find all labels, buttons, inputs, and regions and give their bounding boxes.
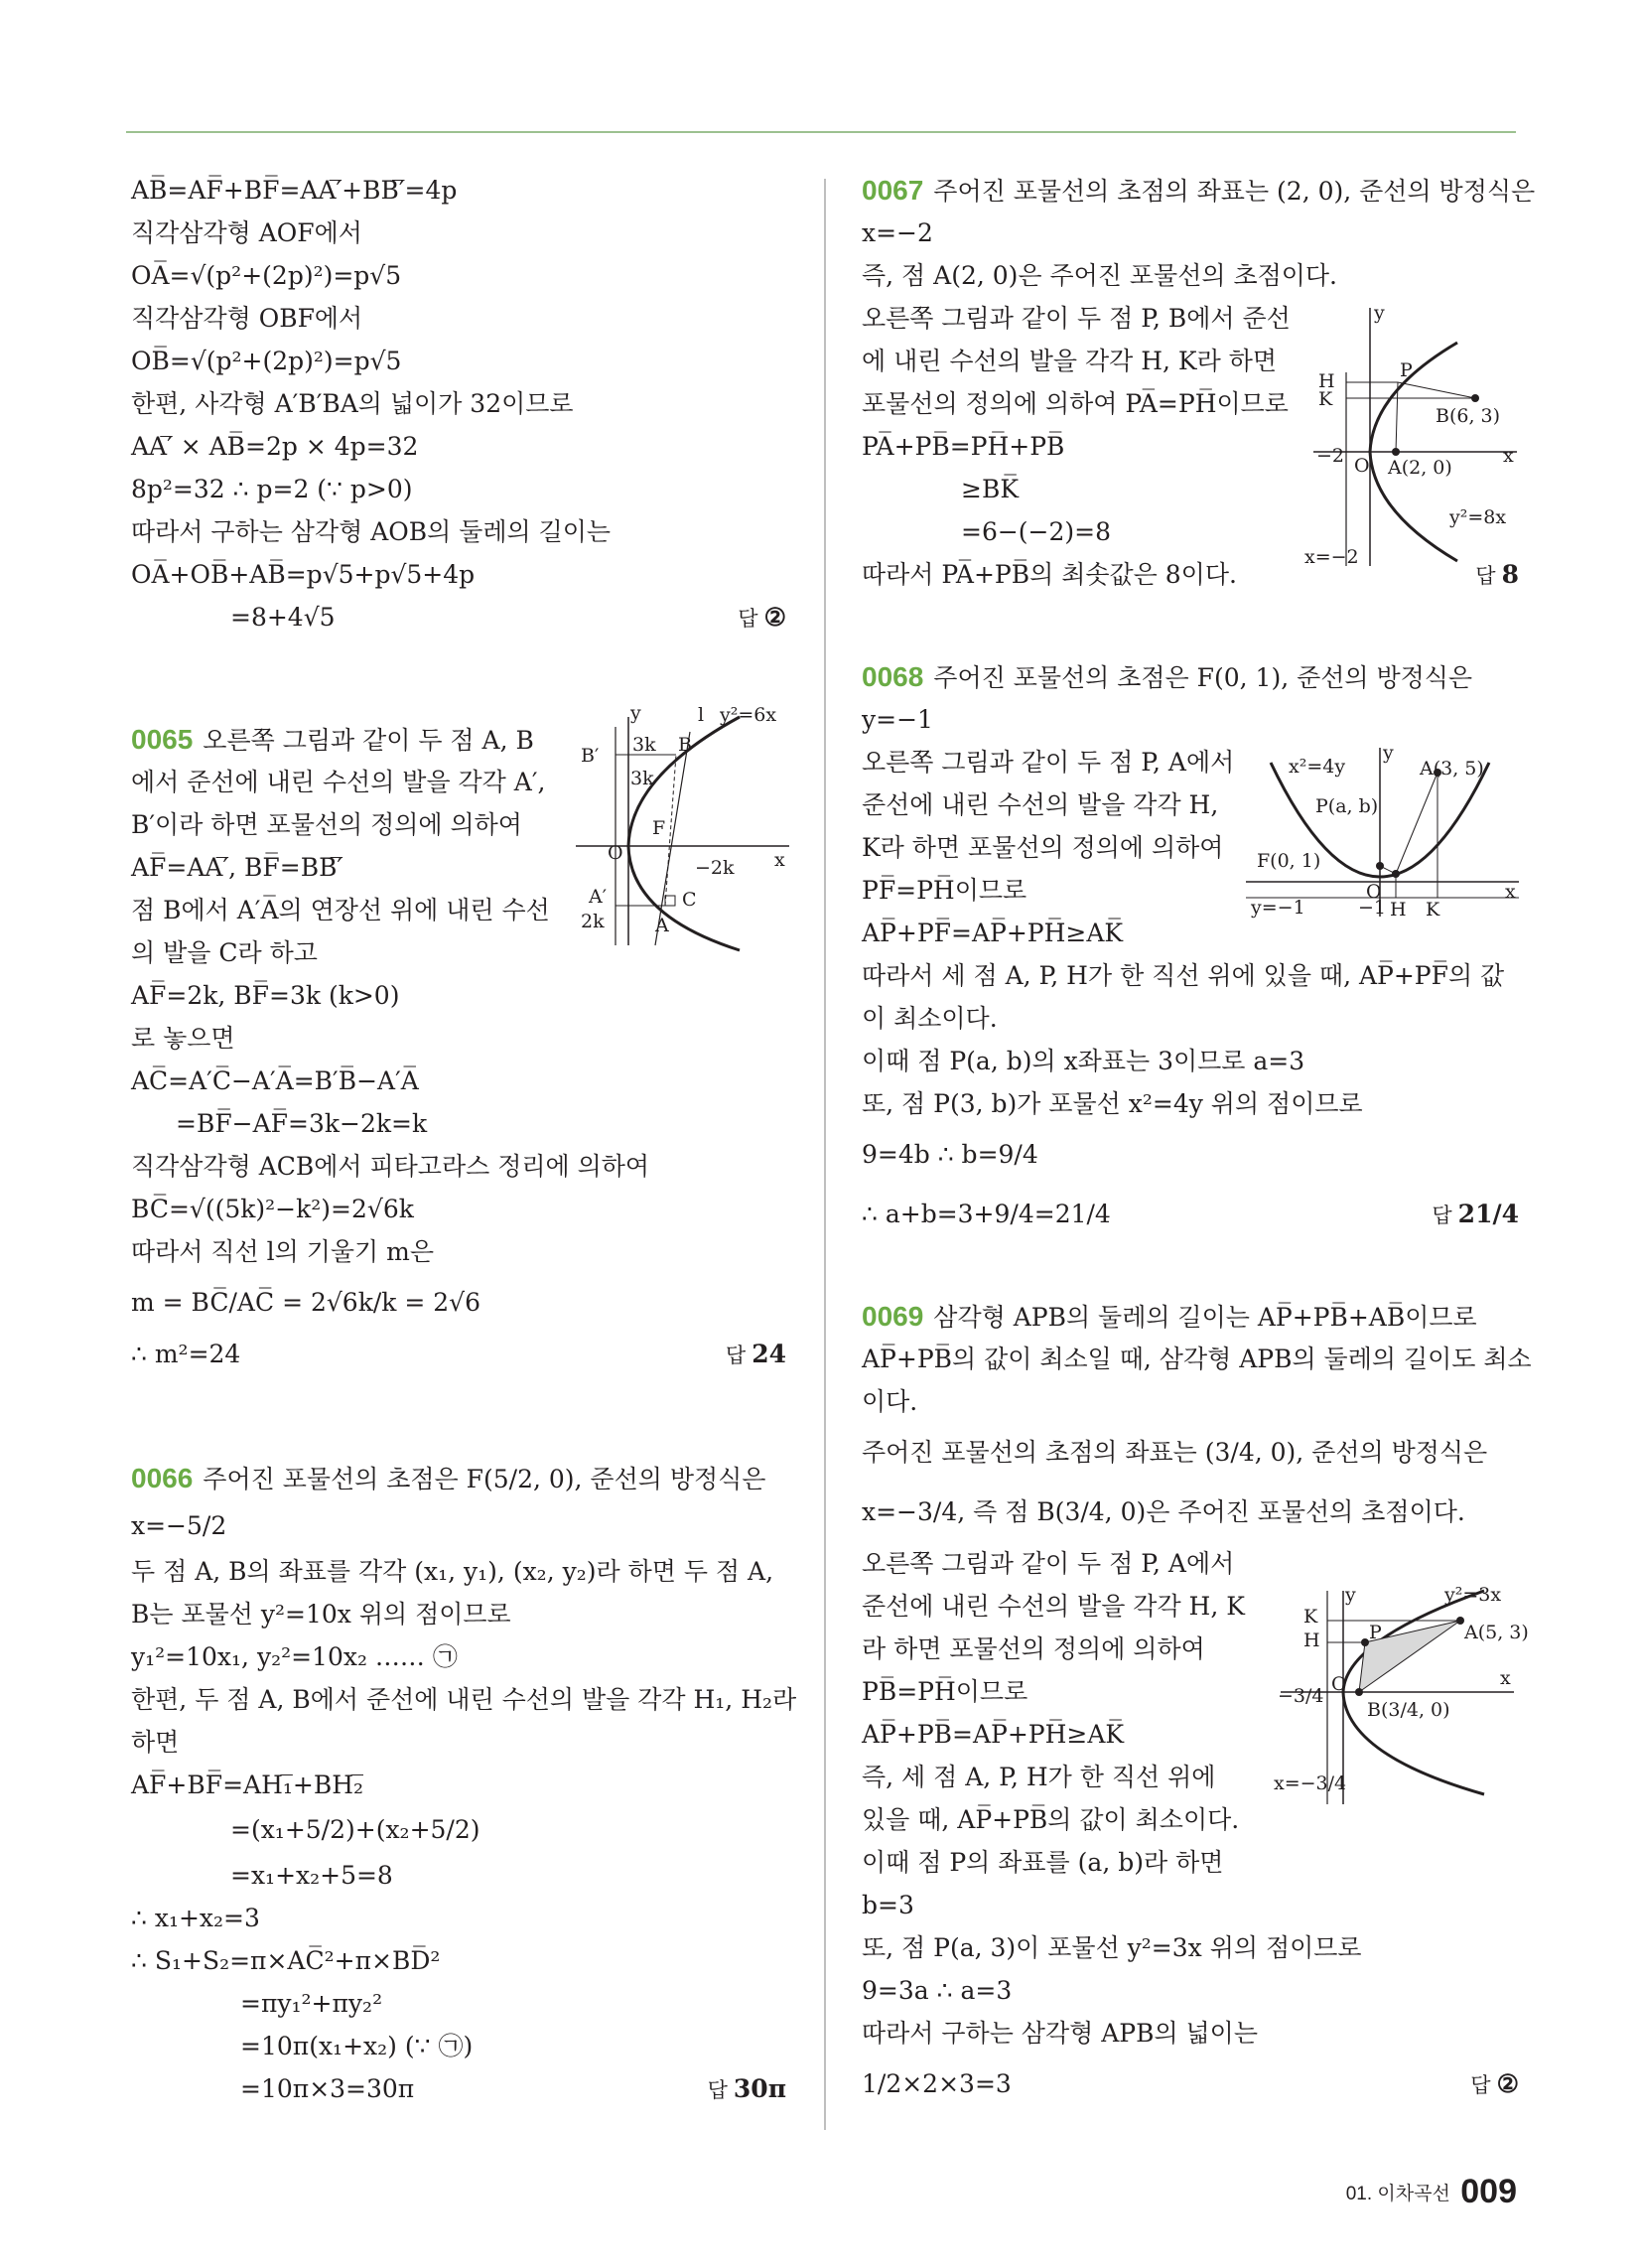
text-line: m = BC̅/AC̅ = 2√6k/k = 2√6 [131, 1288, 481, 1317]
text-line: x=−2 [862, 218, 933, 247]
text-line: 이 최소이다. [862, 1004, 998, 1033]
answer-label: 답 [738, 607, 758, 631]
problem-0068-line-0: 0068 주어진 포물선의 초점은 F(0, 1), 준선의 방정식은 [862, 661, 1473, 692]
text-line: 8p²=32 ∴ p=2 (∵ p>0) [131, 475, 413, 503]
page-footer [1346, 2173, 1517, 2211]
svg-text:A(5, 3): A(5, 3) [1464, 1622, 1529, 1643]
text-line: ∴ a+b=3+9/4=21/4 [862, 1200, 1111, 1228]
svg-text:y²=6x: y²=6x [720, 704, 777, 726]
svg-text:A(2, 0): A(2, 0) [1388, 457, 1452, 479]
text-line: 즉, 점 A(2, 0)은 주어진 포물선의 초점이다. [862, 261, 1337, 290]
text-line: AP̅+PF̅=AP̅+PH̅≥AK̅ [862, 919, 1124, 947]
chapter-title: 01. 이차곡선 [1345, 2184, 1450, 2204]
svg-text:y: y [1374, 302, 1385, 324]
svg-text:x: x [774, 849, 785, 871]
text-line: 준선에 내린 수선의 발을 각각 H, K [862, 1592, 1245, 1621]
answer: 답 30π [707, 2074, 786, 2103]
svg-text:2k: 2k [581, 911, 605, 932]
text-line: 이다. [862, 1387, 918, 1416]
text-line: x=−5/2 [131, 1511, 227, 1540]
text-line: 따라서 직선 l의 기울기 m은 [131, 1237, 434, 1266]
text-line: 따라서 세 점 A, P, H가 한 직선 위에 있을 때, AP̅+PF̅의 값 [862, 961, 1505, 990]
text-line: 직각삼각형 AOF에서 [131, 218, 362, 247]
text-line: 오른쪽 그림과 같이 두 점 P, A에서 [862, 748, 1235, 777]
text-line: 이때 점 P의 좌표를 (a, b)라 하면 [862, 1848, 1224, 1877]
svg-text:F: F [652, 817, 666, 839]
svg-text:P: P [1369, 1622, 1382, 1643]
svg-text:H: H [1318, 370, 1335, 392]
problem-number: 0065 [131, 724, 194, 755]
answer: 답 ② [1470, 2069, 1519, 2098]
text-line: 에서 준선에 내린 수선의 발을 각각 A′, [131, 768, 546, 796]
svg-text:B′: B′ [581, 745, 600, 767]
svg-text:F(0, 1): F(0, 1) [1257, 850, 1321, 872]
text-line: 직각삼각형 OBF에서 [131, 304, 363, 333]
svg-text:O: O [608, 842, 623, 864]
text-line: 의 발을 C라 하고 [131, 938, 318, 967]
text-line: 로 놓으면 [131, 1024, 235, 1053]
svg-text:H: H [1390, 899, 1407, 921]
text-line: 이때 점 P(a, b)의 x좌표는 3이므로 a=3 [862, 1047, 1305, 1075]
text-line: 두 점 A, B의 좌표를 각각 (x₁, y₁), (x₂, y₂)라 하면 두 점 A, [131, 1557, 774, 1586]
problem-0067-line-0: 0067 주어진 포물선의 초점의 좌표는 (2, 0), 준선의 방정식은 [862, 175, 1536, 206]
figure-0067 [1304, 302, 1522, 571]
text-line: 즉, 세 점 A, P, H가 한 직선 위에 [862, 1763, 1216, 1791]
text-line: AF̅=AA′̅, BF̅=BB′̅ [131, 853, 343, 882]
text-line: 따라서 PA̅+PB̅의 최솟값은 8이다. [862, 560, 1237, 589]
svg-text:A′: A′ [589, 886, 608, 908]
text-line: y₁²=10x₁, y₂²=10x₂ …… ㉠ [131, 1642, 458, 1671]
text-line: B′이라 하면 포물선의 정의에 의하여 [131, 810, 522, 839]
text-line: PF̅=PH̅이므로 [862, 876, 1027, 905]
answer: 답 24 [725, 1340, 786, 1368]
svg-text:K: K [1303, 1606, 1318, 1628]
svg-text:x=−2: x=−2 [1304, 546, 1359, 568]
svg-text:B: B [678, 734, 692, 756]
problem-0065-line-0: 0065 오른쪽 그림과 같이 두 점 A, B [131, 724, 534, 755]
left-column [131, 169, 797, 2110]
svg-text:y²=3x: y²=3x [1444, 1584, 1502, 1606]
svg-text:y: y [1383, 742, 1394, 764]
figure-0069 [1274, 1581, 1529, 1809]
problem-0066-line-0: 0066 주어진 포물선의 초점은 F(5/2, 0), 준선의 방정식은 [131, 1463, 766, 1493]
text-line: AP̅+PB̅=AP̅+PH̅≥AK̅ [862, 1720, 1125, 1749]
figure-0065 [571, 702, 794, 950]
svg-text:−3/4: −3/4 [1278, 1685, 1324, 1707]
text-line: 포물선의 정의에 의하여 PA̅=PH̅이므로 [862, 389, 1289, 418]
text-line: b=3 [862, 1891, 914, 1919]
svg-text:K: K [1318, 388, 1333, 410]
svg-text:−2k: −2k [695, 857, 735, 879]
text-line: ∴ m²=24 [131, 1340, 241, 1368]
text-line: 있을 때, AP̅+PB̅의 값이 최소이다. [862, 1805, 1240, 1834]
text-line: AA′̅ × AB̅=2p × 4p=32 [131, 432, 419, 461]
text-line: 점 B에서 A′A̅의 연장선 위에 내린 수선 [131, 896, 550, 924]
problem-0069-line-0: 0069 삼각형 APB의 둘레의 길이는 AP̅+PB̅+AB̅이므로 [862, 1301, 1477, 1332]
text-line: 한편, 사각형 A′B′BA의 넓이가 32이므로 [131, 389, 574, 418]
text-line: 1/2×2×3=3 [862, 2069, 1012, 2098]
svg-text:−1: −1 [1358, 897, 1387, 919]
header-rule [126, 131, 1516, 133]
text-line: 따라서 구하는 삼각형 AOB의 둘레의 길이는 [131, 517, 612, 546]
text-line: =πy₁²+πy₂² [240, 1989, 383, 2018]
text-line: OA̅=√(p²+(2p)²)=p√5 [131, 261, 402, 290]
text-line: AF̅+BF̅=AH₁̅+BH₂̅ [131, 1771, 364, 1799]
text-line: AC̅=A′C̅−A′A̅=B′B̅−A′A̅ [131, 1066, 419, 1095]
problem-number: 0069 [862, 1301, 924, 1332]
text-line: =(x₁+5/2)+(x₂+5/2) [230, 1815, 480, 1844]
text-line: 라 하면 포물선의 정의에 의하여 [862, 1634, 1205, 1663]
svg-text:K: K [1426, 899, 1440, 921]
text-line: K라 하면 포물선의 정의에 의하여 [862, 833, 1224, 862]
text-line: AB̅=AF̅+BF̅=AA′̅+BB′̅=4p [131, 176, 458, 205]
answer: 답 21/4 [1432, 1200, 1519, 1228]
text-line: ∴ x₁+x₂=3 [131, 1904, 260, 1932]
svg-text:P: P [1400, 359, 1413, 381]
svg-text:x: x [1505, 881, 1516, 903]
answer-value: ② [763, 603, 786, 632]
svg-text:x: x [1500, 1667, 1511, 1689]
text-line: 또, 점 P(a, 3)이 포물선 y²=3x 위의 점이므로 [862, 1933, 1362, 1962]
text-line: 에 내린 수선의 발을 각각 H, K라 하면 [862, 347, 1278, 375]
text-line: =10π(x₁+x₂) (∵ ㉠) [240, 2032, 474, 2060]
text-line: 9=4b ∴ b=9/4 [862, 1140, 1038, 1169]
text-line: 준선에 내린 수선의 발을 각각 H, [862, 790, 1219, 819]
svg-text:C: C [682, 889, 697, 911]
svg-text:B(6, 3): B(6, 3) [1436, 405, 1501, 427]
svg-text:O: O [1331, 1673, 1347, 1695]
text-line: =8+4√5 [230, 603, 336, 632]
svg-text:y²=8x: y²=8x [1449, 506, 1507, 528]
svg-text:l: l [698, 704, 705, 726]
column-divider [824, 179, 826, 2130]
text-line: OA̅+OB̅+AB̅=p√5+p√5+4p [131, 560, 476, 589]
text-line: 하면 [131, 1728, 180, 1757]
text-line: 따라서 구하는 삼각형 APB의 넓이는 [862, 2019, 1258, 2048]
text-line: BC̅=√((5k)²−k²)=2√6k [131, 1195, 414, 1223]
page-number: 009 [1460, 2173, 1517, 2210]
text-line: ∴ S₁+S₂=π×AC̅²+π×BD̅² [131, 1946, 441, 1975]
text-line: 직각삼각형 ACB에서 피타고라스 정리에 의하여 [131, 1152, 650, 1181]
svg-text:O: O [1366, 881, 1382, 903]
problem-number: 0068 [862, 661, 924, 692]
text-line: AF̅=2k, BF̅=3k (k>0) [131, 981, 400, 1010]
text-line: 오른쪽 그림과 같이 두 점 P, A에서 [862, 1549, 1235, 1578]
text-line: PA̅+PB̅=PH̅+PB̅ [862, 432, 1065, 461]
problem-number: 0066 [131, 1463, 194, 1493]
text-line: =BF̅−AF̅=3k−2k=k [176, 1109, 428, 1138]
text-line: PB̅=PH̅이므로 [862, 1677, 1028, 1706]
svg-text:−2: −2 [1316, 445, 1345, 467]
text-line: =10π×3=30π [240, 2074, 415, 2103]
svg-text:O: O [1354, 455, 1370, 477]
text-line: ≥BK̅ [961, 475, 1019, 503]
svg-text:3k: 3k [630, 768, 654, 789]
text-line: 주어진 포물선의 초점의 좌표는 (3/4, 0), 준선의 방정식은 [862, 1438, 1488, 1467]
text-line: B는 포물선 y²=10x 위의 점이므로 [131, 1600, 511, 1629]
svg-text:y: y [1345, 1584, 1356, 1606]
svg-text:B(3/4, 0): B(3/4, 0) [1367, 1699, 1450, 1721]
answer: 답 8 [1475, 560, 1519, 589]
text-line: 한편, 두 점 A, B에서 준선에 내린 수선의 발을 각각 H₁, H₂라 [131, 1685, 797, 1714]
text-line: OB̅=√(p²+(2p)²)=p√5 [131, 347, 402, 375]
svg-text:y: y [630, 702, 641, 724]
svg-text:A: A [655, 915, 669, 936]
problem-number: 0067 [862, 175, 924, 206]
text-line: 오른쪽 그림과 같이 두 점 P, B에서 준선 [862, 304, 1291, 333]
text-line: y=−1 [862, 705, 933, 734]
text-line: =x₁+x₂+5=8 [230, 1861, 393, 1890]
svg-text:x²=4y: x²=4y [1289, 756, 1346, 778]
svg-text:A(3, 5): A(3, 5) [1420, 758, 1484, 780]
svg-text:x: x [1503, 445, 1514, 467]
svg-text:3k: 3k [632, 734, 656, 756]
svg-text:P(a, b): P(a, b) [1315, 795, 1379, 817]
text-line: 또, 점 P(3, b)가 포물선 x²=4y 위의 점이므로 [862, 1089, 1363, 1118]
svg-text:y=−1: y=−1 [1251, 897, 1305, 919]
figure-0068 [1241, 743, 1524, 921]
svg-text:x=−3/4: x=−3/4 [1274, 1772, 1347, 1794]
text-line: x=−3/4, 즉 점 B(3/4, 0)은 주어진 포물선의 초점이다. [862, 1497, 1465, 1526]
text-line: 9=3a ∴ a=3 [862, 1976, 1013, 2005]
text-line: AP̅+PB̅의 값이 최소일 때, 삼각형 APB의 둘레의 길이도 최소 [862, 1345, 1532, 1373]
text-line: =6−(−2)=8 [961, 517, 1112, 546]
svg-text:H: H [1303, 1630, 1320, 1651]
